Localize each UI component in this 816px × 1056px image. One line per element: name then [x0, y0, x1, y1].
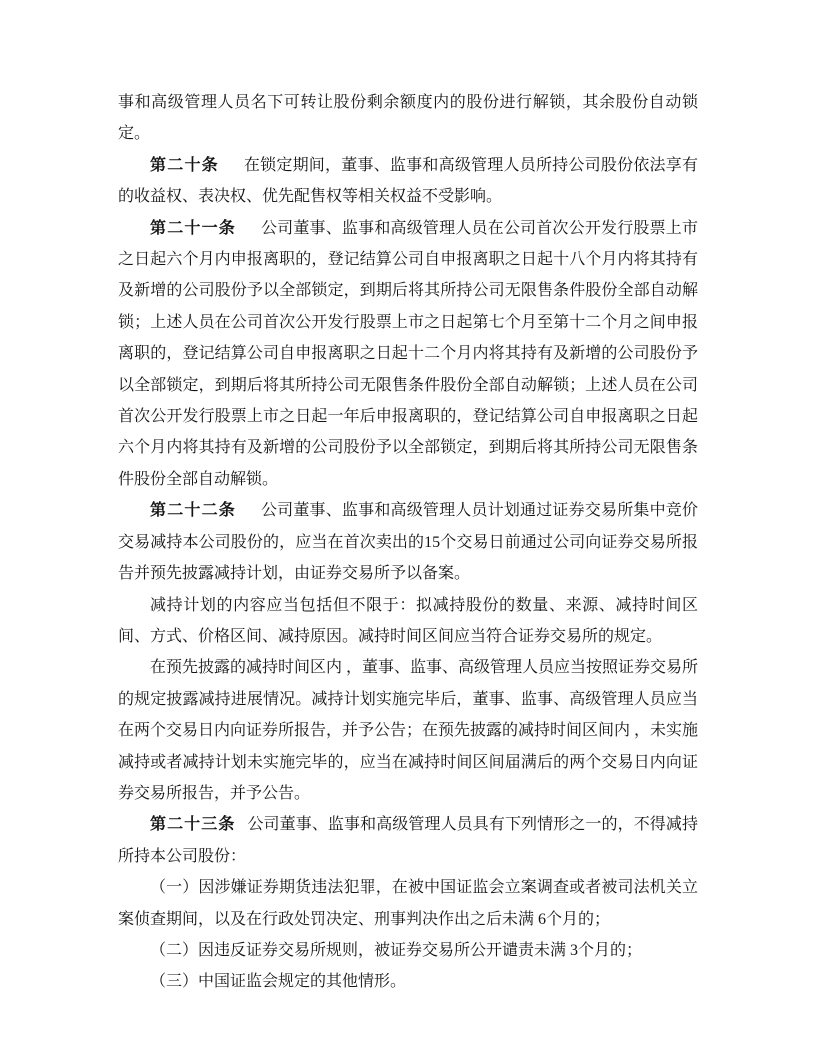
paragraph-text: 在预先披露的减持时间区内 ，董事、监事、高级管理人员应当按照证券交易所的规定披露减持进展情况。减持计划实施完毕后，董事、监事、高级管理人员应当在两个交易日内向证券所报告，并予公告；在预先披露的减持时间区间内 ，未实施减持或者减持计划未实施完毕的，应当在减持时间区间届满后的两个交易日内向证券交易所报告，并予公告。 — [118, 659, 699, 802]
paragraph-disclosure-progress — [118, 652, 698, 809]
paragraph-text: 公司董事、监事和高级管理人员具有下列情形之一的，不得减持所持本公司股份： — [118, 816, 698, 865]
paragraph-text: 公司董事、监事和高级管理人员计划通过证券交易所集中竞价交易减持本公司股份的，应当在首次卖出的15个交易日前通过公司向证券交易所报告并预先披露减持计划，由证券交易所予以备案。 — [118, 502, 698, 583]
paragraph-text: 在锁定期间，董事、监事和高级管理人员所持公司股份依法享有的收益权、表决权、优先配售权等相关权益不受影响。 — [118, 156, 698, 206]
article-22-heading: 第二十二条 — [150, 502, 236, 520]
paragraph-continuation — [118, 87, 698, 150]
article-20-heading: 第二十条 — [150, 156, 219, 174]
paragraph-article-21 — [118, 213, 698, 496]
paragraph-article-20 — [118, 150, 698, 213]
paragraph-article-23 — [118, 809, 698, 872]
article-23-heading: 第二十三条 — [150, 816, 236, 834]
paragraph-text: 公司董事、监事和高级管理人员在公司首次公开发行股票上市之日起六个月内申报离职的，登记结算公司自申报离职之日起十八个月内将其持有及新增的公司股份予以全部锁定，到期后将其所持公司无限售条件股份全部自动解锁；上述人员在公司首次公开发行股票上市之日起第七个月至第十二个月之间申报离职的，登记结算公司自申报离职之日起十二个月内将其持有及新增的公司股份予以全部锁定，到期后将其所持公司无限售条件股份全部自动解锁；上述人员在公司首次公开发行股票上市之日起一年后申报离职的，登记结算公司自申报离职之日起六个月内将其持有及新增的公司股份予以全部锁定，到期后将其所持公司无限售条件股份全部自动解锁。 — [118, 219, 698, 488]
article-21-heading: 第二十一条 — [150, 219, 236, 237]
paragraph-text: （一）因涉嫌证券期货违法犯罪，在被中国证监会立案调查或者被司法机关立案侦查期间，以及在行政处罚决定、刑事判决作出之后未满 6个月的； — [118, 879, 698, 928]
paragraph-item-1 — [118, 872, 698, 935]
paragraph-text: 减持计划的内容应当包括但不限于：拟减持股份的数量、来源、减持时间区间、方式、价格区间、减持原因。减持时间区间应当符合证券交易所的规定。 — [118, 596, 698, 645]
paragraph-reduction-plan-content — [118, 590, 698, 653]
paragraph-item-2 — [118, 935, 698, 966]
paragraph-text: （二）因违反证券交易所规则，被证券交易所公开谴责未满 3个月的； — [150, 941, 643, 959]
paragraph-text: （三）中国证监会规定的其他情形。 — [150, 973, 407, 991]
paragraph-article-22 — [118, 495, 698, 589]
paragraph-text: 事和高级管理人员名下可转让股份剩余额度内的股份进行解锁，其余股份自动锁定。 — [118, 94, 698, 143]
paragraph-item-3 — [118, 966, 698, 997]
